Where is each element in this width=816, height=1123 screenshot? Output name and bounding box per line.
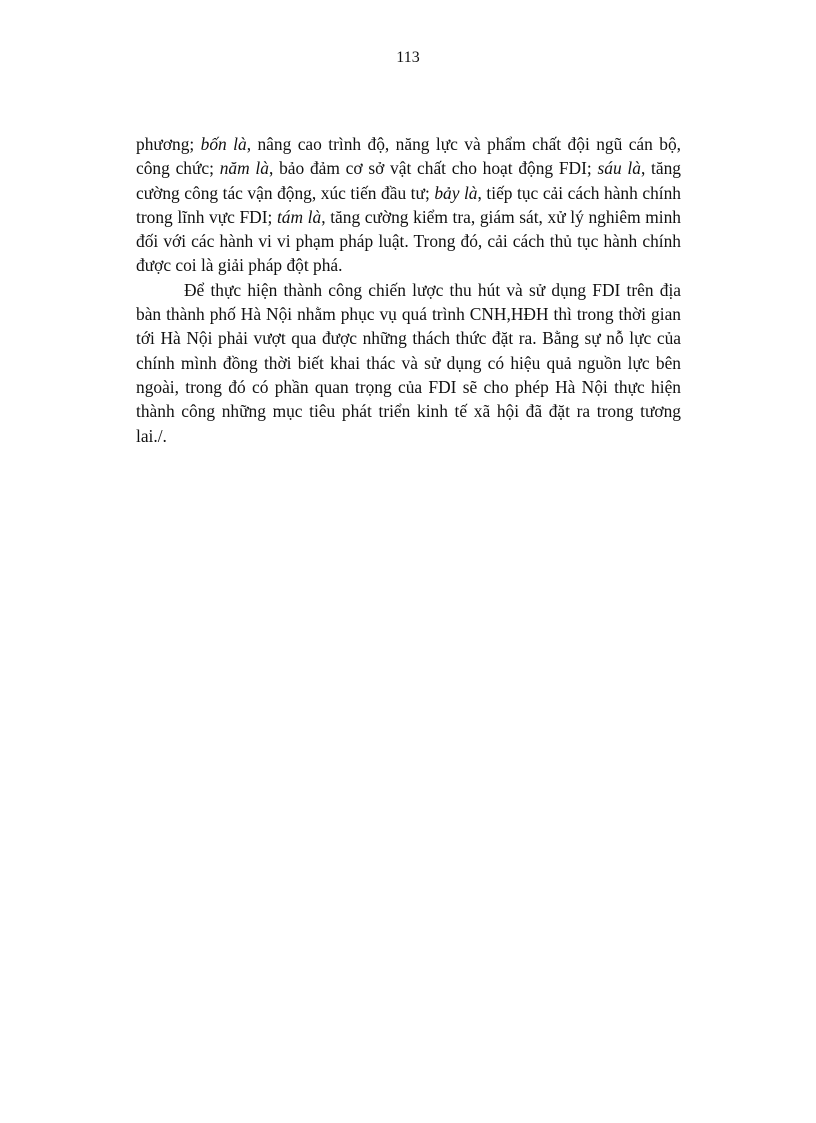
text-segment: , tăng cường kiểm tra, giám sát, xử lý nghiêm minh đối với các hành vi vi phạm pháp luật. Trong đó, cải cách thủ tục hành chính được coi là giải pháp đột phá. [136, 206, 681, 276]
paragraph-2: Để thực hiện thành công chiến lược thu hút và sử dụng FDI trên địa bàn thành phố Hà Nội nhằm phục vụ quá trình CNH,HĐH thì trong thời gian tới Hà Nội phải vượt qua được những thách thức đặt ra. Bằng sự nỗ lực của chính mình đồng thời biết khai thác và sử dụng có hiệu quả nguồn lực bên ngoài, trong đó có phần quan trọng của FDI sẽ cho phép Hà Nội thực hiện thành công những mục tiêu phát triển kinh tế xã hội đã đặt ra trong tương lai./. [136, 279, 681, 446]
text-segment: , tiếp tục cải cách hành chính trong lĩnh vực FDI; [136, 182, 682, 227]
emphasis-nam-la: năm là [219, 158, 269, 179]
text-segment: , nâng cao trình độ, năng lực và phẩm chất đội ngũ cán bộ, công chức; [136, 134, 681, 179]
text-segment: phương; [136, 134, 201, 154]
emphasis-tam-la: tám là [276, 206, 322, 227]
emphasis-sau-la: sáu là [597, 158, 641, 179]
text-segment: , tăng cường công tác vận động, xúc tiến đầu tư; [136, 158, 682, 203]
emphasis-bay-la: bảy là [434, 182, 478, 203]
page-number: 113 [396, 49, 420, 66]
paragraph-1 [136, 132, 681, 278]
text-segment: , bảo đảm cơ sở vật chất cho hoạt động FDI; [268, 158, 598, 179]
document-body [136, 132, 681, 448]
emphasis-bon-la: bốn là [200, 134, 247, 154]
